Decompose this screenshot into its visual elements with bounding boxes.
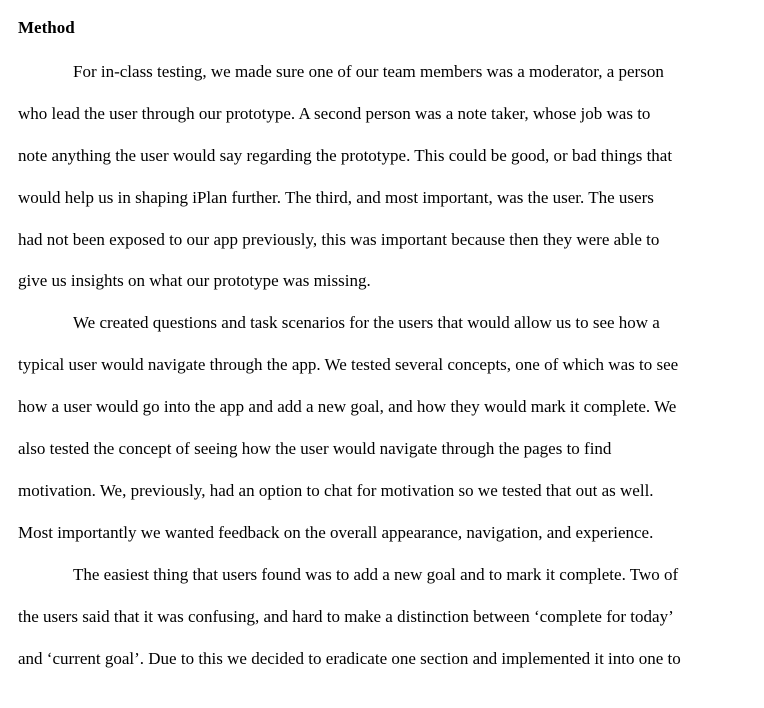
paragraph-2-line-6: Most importantly we wanted feedback on the overall appearance, navigation, and experience. [18,523,654,542]
paragraph-3-line-1: The easiest thing that users found was to add a new goal and to mark it complete. Two of [73,565,679,584]
paragraph-1-line-4: would help us in shaping iPlan further. The third, and most important, was the user. The users [18,188,654,207]
paragraph-1-line-2: who lead the user through our prototype. A second person was a note taker, whose job was to [18,104,651,123]
paragraph-2-line-2: typical user would navigate through the app. We tested several concepts, one of which was to see [18,355,679,374]
paragraph-1-line-5: had not been exposed to our app previously, this was important because then they were able to [18,230,660,249]
paragraph-1-line-6: give us insights on what our prototype was missing. [18,271,371,290]
paragraph-1-line-1: For in-class testing, we made sure one of our team members was a moderator, a person [73,62,664,81]
paragraph-3-line-3: and ‘current goal’. Due to this we decided to eradicate one section and implemented it into one to [18,649,681,668]
section-heading: Method [18,18,75,37]
paragraph-2-line-3: how a user would go into the app and add a new goal, and how they would mark it complete. We [18,397,677,416]
paragraph-2-line-1: We created questions and task scenarios for the users that would allow us to see how a [73,313,660,332]
paragraph-2-line-5: motivation. We, previously, had an option to chat for motivation so we tested that out as well. [18,481,654,500]
paragraph-2-line-4: also tested the concept of seeing how the user would navigate through the pages to find [18,439,612,458]
paragraph-1-line-3: note anything the user would say regarding the prototype. This could be good, or bad things that [18,146,673,165]
paragraph-3-line-2: the users said that it was confusing, and hard to make a distinction between ‘complete for today’ [18,607,674,626]
